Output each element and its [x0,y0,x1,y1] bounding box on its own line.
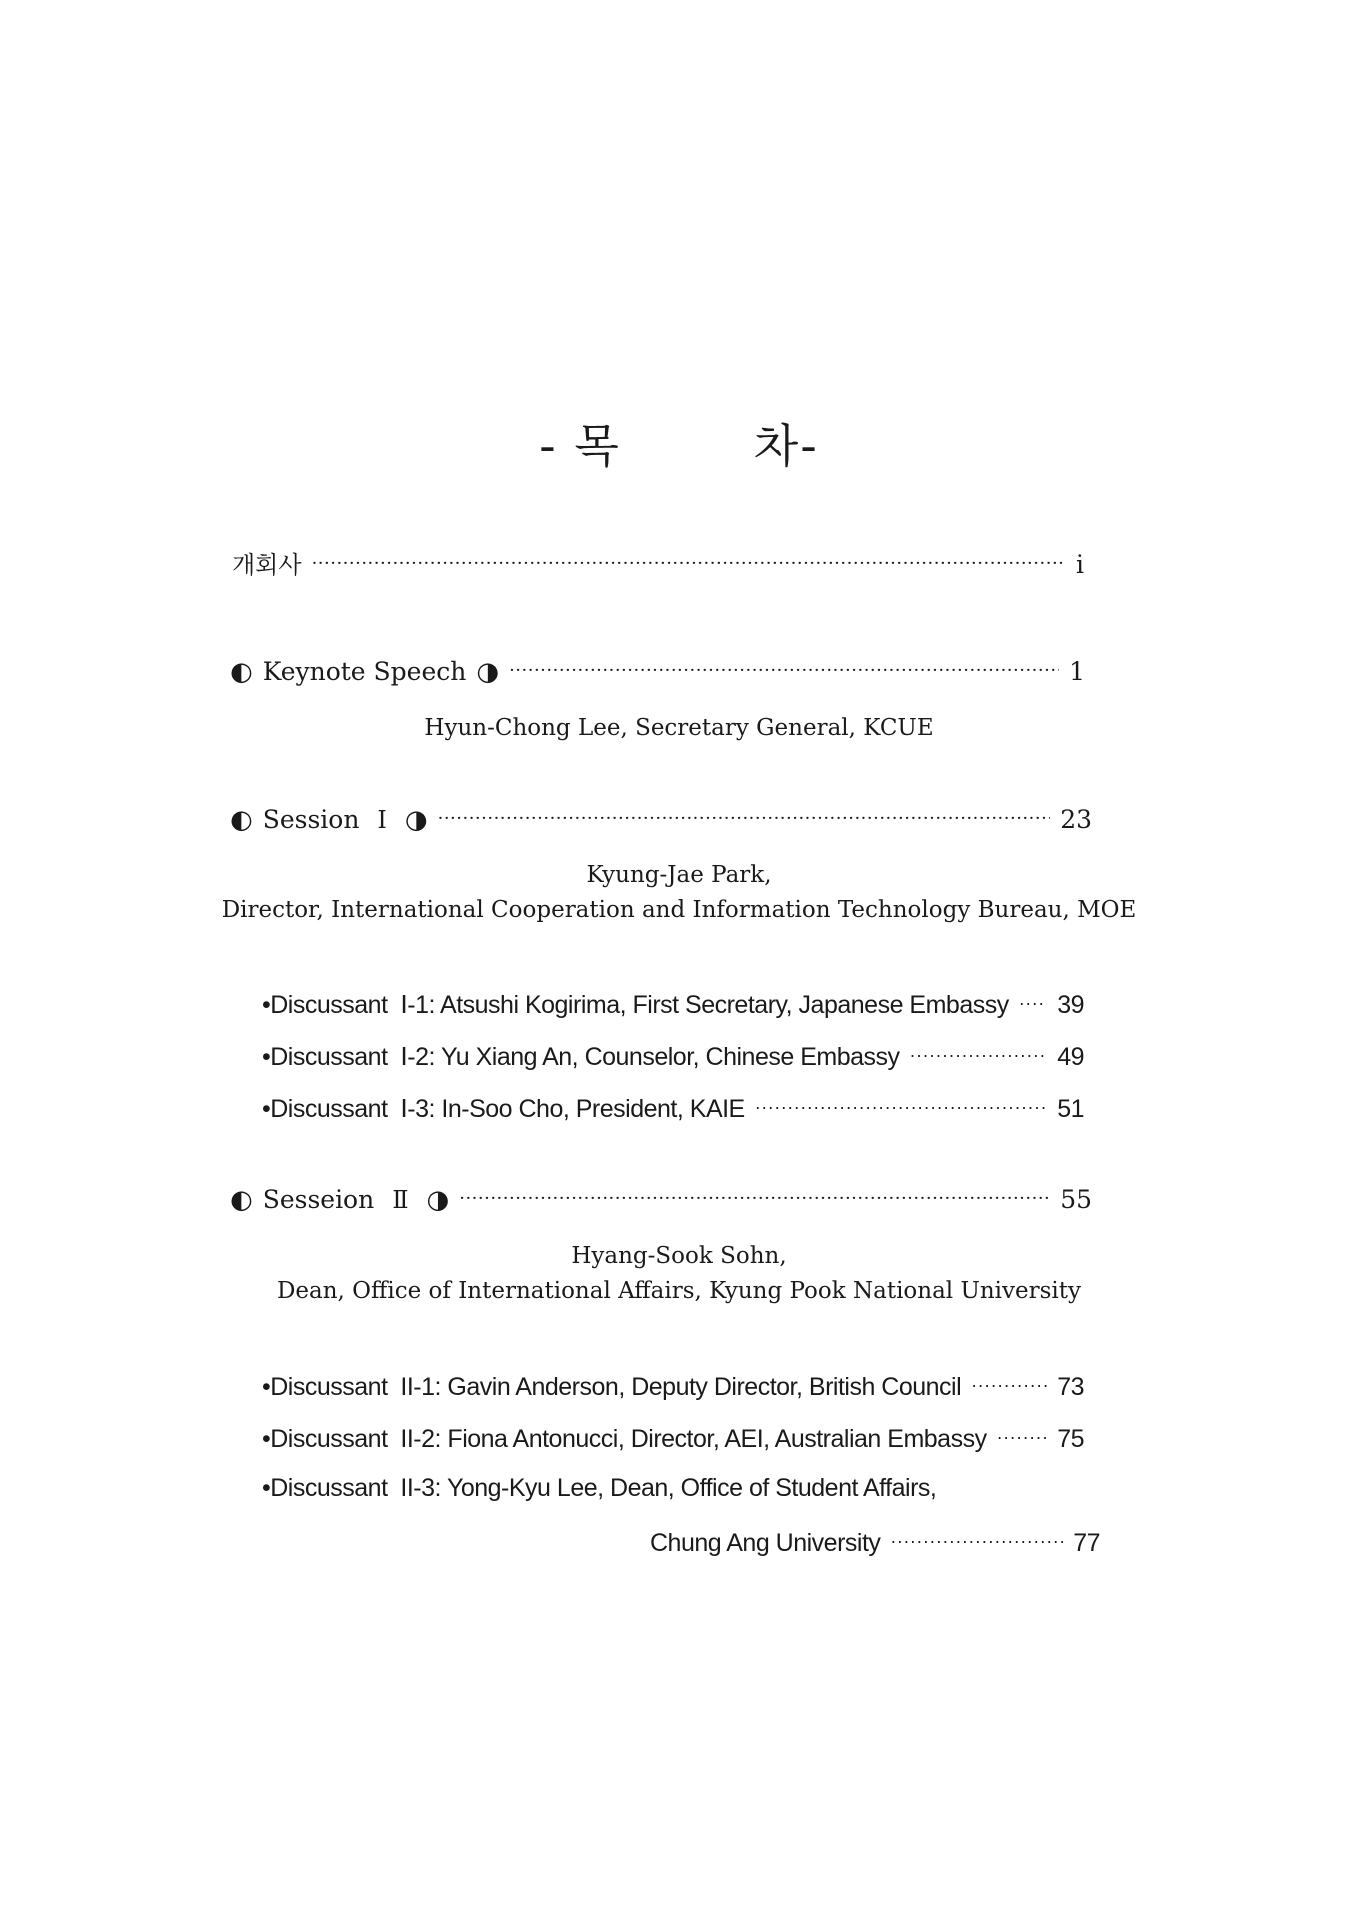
dot-leader [438,803,1051,828]
toc-entry-label: 개회사 [232,551,302,579]
half-circle-left-icon: ◐ [230,805,253,835]
toc-entry-label: Session [262,805,360,834]
roman-numeral: Ⅱ [392,1186,409,1214]
toc-entry-opening[interactable] [232,545,1090,580]
discussant-label-continuation: Chung Ang University [650,1529,881,1557]
half-circle-right-icon: ◑ [476,657,500,687]
dot-leader [910,1040,1048,1065]
toc-entry-keynote[interactable] [230,655,1085,687]
toc-discussant-2-3[interactable] [262,1474,936,1503]
toc-page-number: 39 [1057,991,1084,1019]
dot-leader [997,1422,1048,1447]
toc-page-number: 23 [1060,805,1092,834]
discussant-label: •Discussant Ⅰ-2: Yu Xiang An, Counselor, Chinese Embassy [262,1043,900,1071]
dot-leader [312,548,1066,573]
toc-discussant-1-3[interactable] [262,1092,1084,1124]
toc-page-number: i [1076,550,1084,579]
toc-page-number: 75 [1057,1425,1084,1453]
session-2-speaker-title: Dean, Office of International Affairs, Kyung Pook National University [276,1278,1082,1304]
toc-page-number: 73 [1057,1373,1084,1401]
toc-page-number: 1 [1069,657,1085,686]
toc-discussant-1-2[interactable] [262,1040,1084,1072]
dot-leader [971,1370,1047,1395]
half-circle-left-icon: ◐ [230,1185,253,1215]
discussant-label: •Discussant II-2: Fiona Antonucci, Director, AEI, Australian Embassy [262,1425,987,1453]
toc-entry-label: Sesseion [262,1185,375,1214]
dot-leader [509,655,1059,680]
session-2-speaker-name: Hyang-Sook Sohn, [571,1243,787,1269]
toc-page-number: 77 [1073,1529,1100,1557]
dot-leader [890,1526,1063,1551]
session-1-speaker-name: Kyung-Jae Park, [586,862,772,888]
toc-entry-session-2[interactable] [230,1183,1092,1215]
toc-discussant-2-3-continuation[interactable] [650,1526,1100,1558]
toc-page-number: 55 [1060,1185,1092,1214]
toc-entry-session-1[interactable] [230,803,1092,835]
toc-page-number: 49 [1057,1043,1084,1071]
roman-numeral: Ⅰ [377,806,387,834]
page-title: - 목 차- [539,419,819,473]
dot-leader [459,1183,1050,1208]
toc-discussant-1-1[interactable] [262,988,1084,1020]
discussant-label: •Discussant Ⅰ-3: In-Soo Cho, President, KAIE [262,1095,745,1123]
half-circle-right-icon: ◑ [426,1185,450,1215]
toc-discussant-2-1[interactable] [262,1370,1084,1402]
dot-leader [755,1092,1047,1117]
discussant-label: •Discussant II-1: Gavin Anderson, Deputy Director, British Council [262,1373,962,1401]
discussant-label: •Discussant Ⅰ-1: Atsushi Kogirima, First Secretary, Japanese Embassy [262,991,1009,1019]
discussant-label: •Discussant II-3: Yong-Kyu Lee, Dean, Office of Student Affairs, [262,1474,937,1502]
half-circle-left-icon: ◐ [230,657,253,687]
toc-entry-label: Keynote Speech [262,657,467,686]
keynote-speaker: Hyun-Chong Lee, Secretary General, KCUE [424,715,934,741]
toc-discussant-2-2[interactable] [262,1422,1084,1454]
toc-page-number: 51 [1057,1095,1084,1123]
dot-leader [1019,988,1047,1013]
session-1-speaker-title: Director, International Cooperation and Information Technology Bureau, MOE [221,897,1137,923]
half-circle-right-icon: ◑ [404,805,428,835]
